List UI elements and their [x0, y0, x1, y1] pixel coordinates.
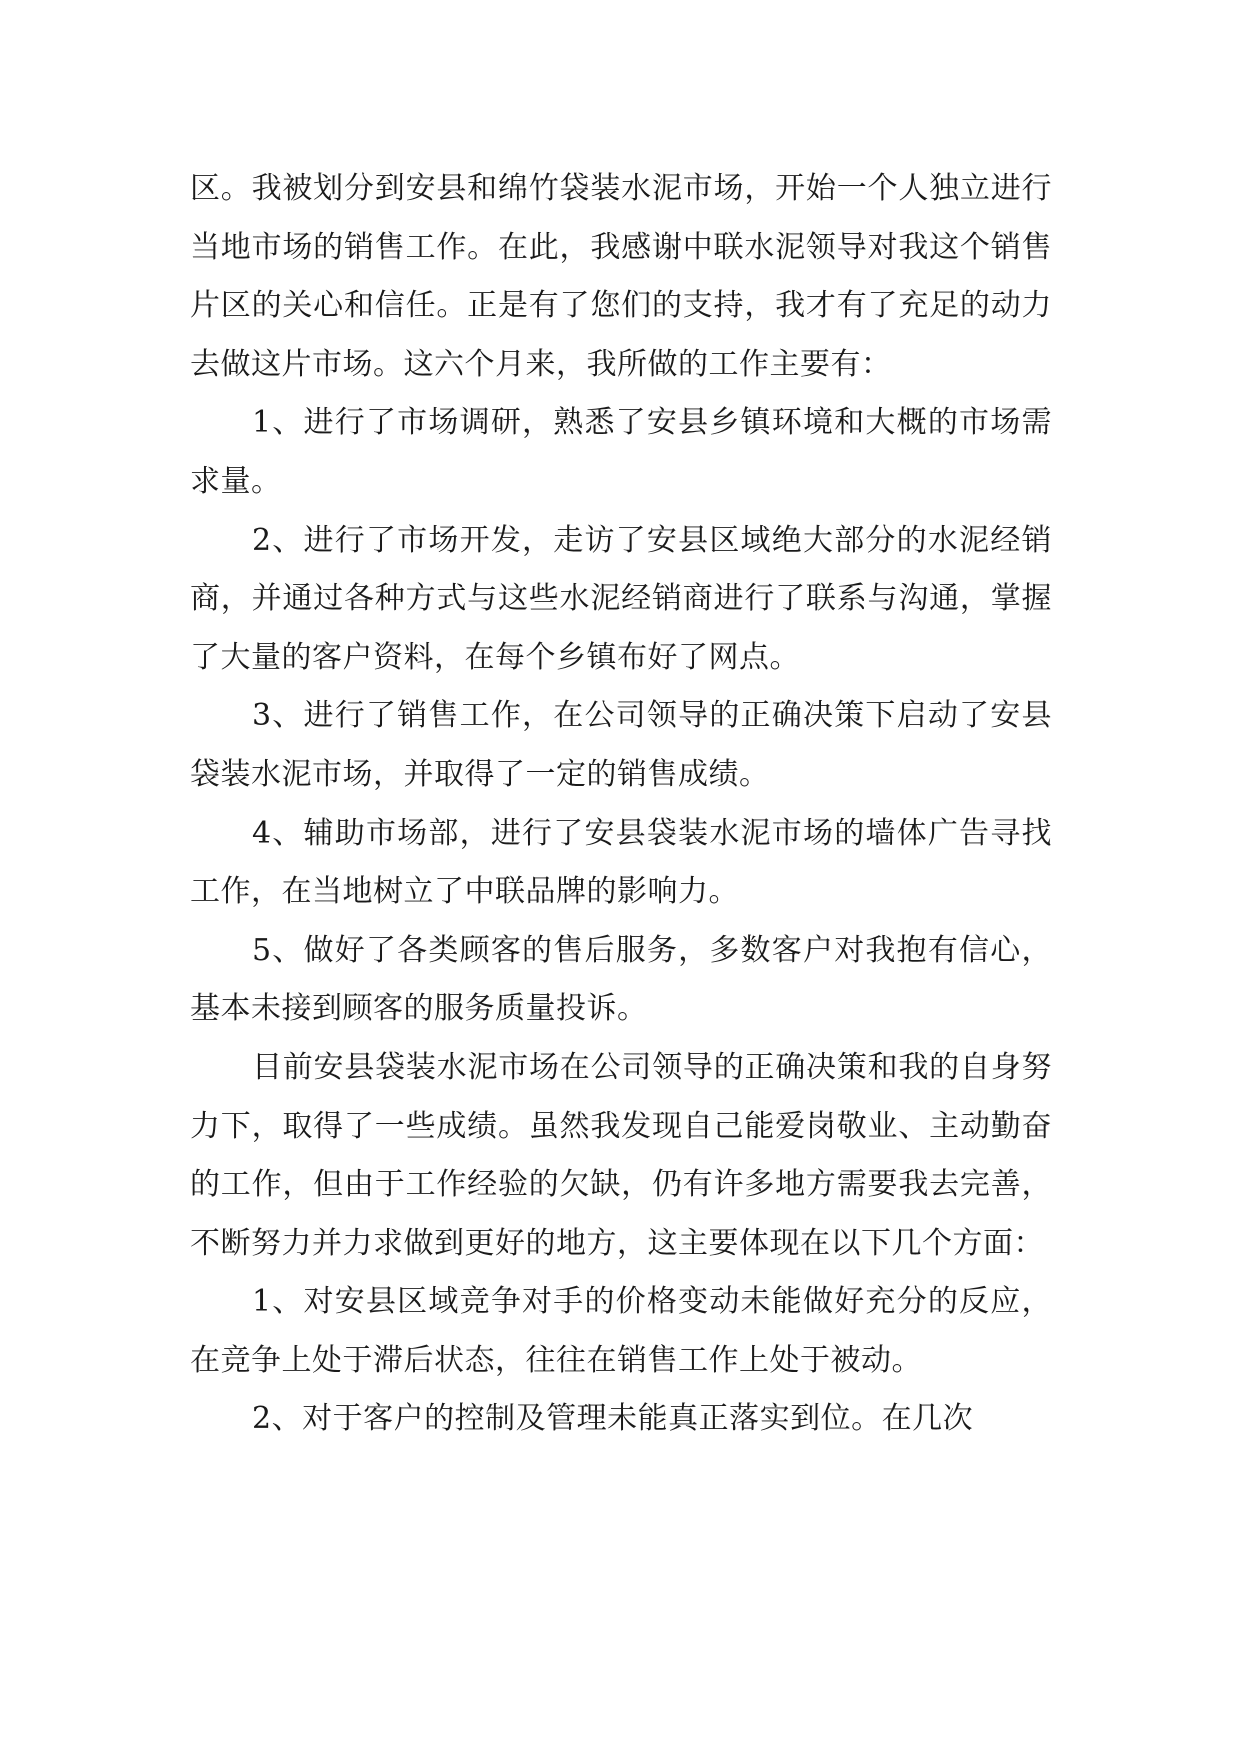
paragraph-summary: 目前安县袋装水泥市场在公司领导的正确决策和我的自身努力下，取得了一些成绩。虽然我发现自己能爱岗敬业、主动勤奋的工作，但由于工作经验的欠缺，仍有许多地方需要我去完善，不断努力并力求做到更好的地方，这主要体现在以下几个方面：: [190, 1049, 1052, 1261]
paragraph-item-4: 4、辅助市场部，进行了安县袋装水泥市场的墙体广告寻找工作，在当地树立了中联品牌的影响力。: [190, 815, 1052, 910]
document-page: [190, 160, 1052, 1449]
paragraph-issue-2: 2、对于客户的控制及管理未能真正落实到位。在几次: [252, 1401, 974, 1437]
paragraph-item-3: 3、进行了销售工作，在公司领导的正确决策下启动了安县袋装水泥市场，并取得了一定的销售成绩。: [190, 698, 1052, 792]
paragraph-issue-1: 1、对安县区域竞争对手的价格变动未能做好充分的反应，在竞争上处于滞后状态，往往在销售工作上处于被动。: [190, 1284, 1052, 1378]
paragraph-item-2: 2、进行了市场开发，走访了安县区域绝大部分的水泥经销商，并通过各种方式与这些水泥经销商进行了联系与沟通，掌握了大量的客户资料，在每个乡镇布好了网点。: [190, 522, 1052, 675]
paragraph-item-1: 1、进行了市场调研，熟悉了安县乡镇环境和大概的市场需求量。: [190, 405, 1052, 499]
paragraph-item-5: 5、做好了各类顾客的售后服务，多数客户对我抱有信心，基本未接到顾客的服务质量投诉。: [190, 932, 1052, 1027]
paragraph-intro: 区。我被划分到安县和绵竹袋装水泥市场，开始一个人独立进行当地市场的销售工作。在此，我感谢中联水泥领导对我这个销售片区的关心和信任。正是有了您们的支持，我才有了充足的动力去做这片市场。这六个月来，我所做的工作主要有：: [190, 171, 1052, 382]
